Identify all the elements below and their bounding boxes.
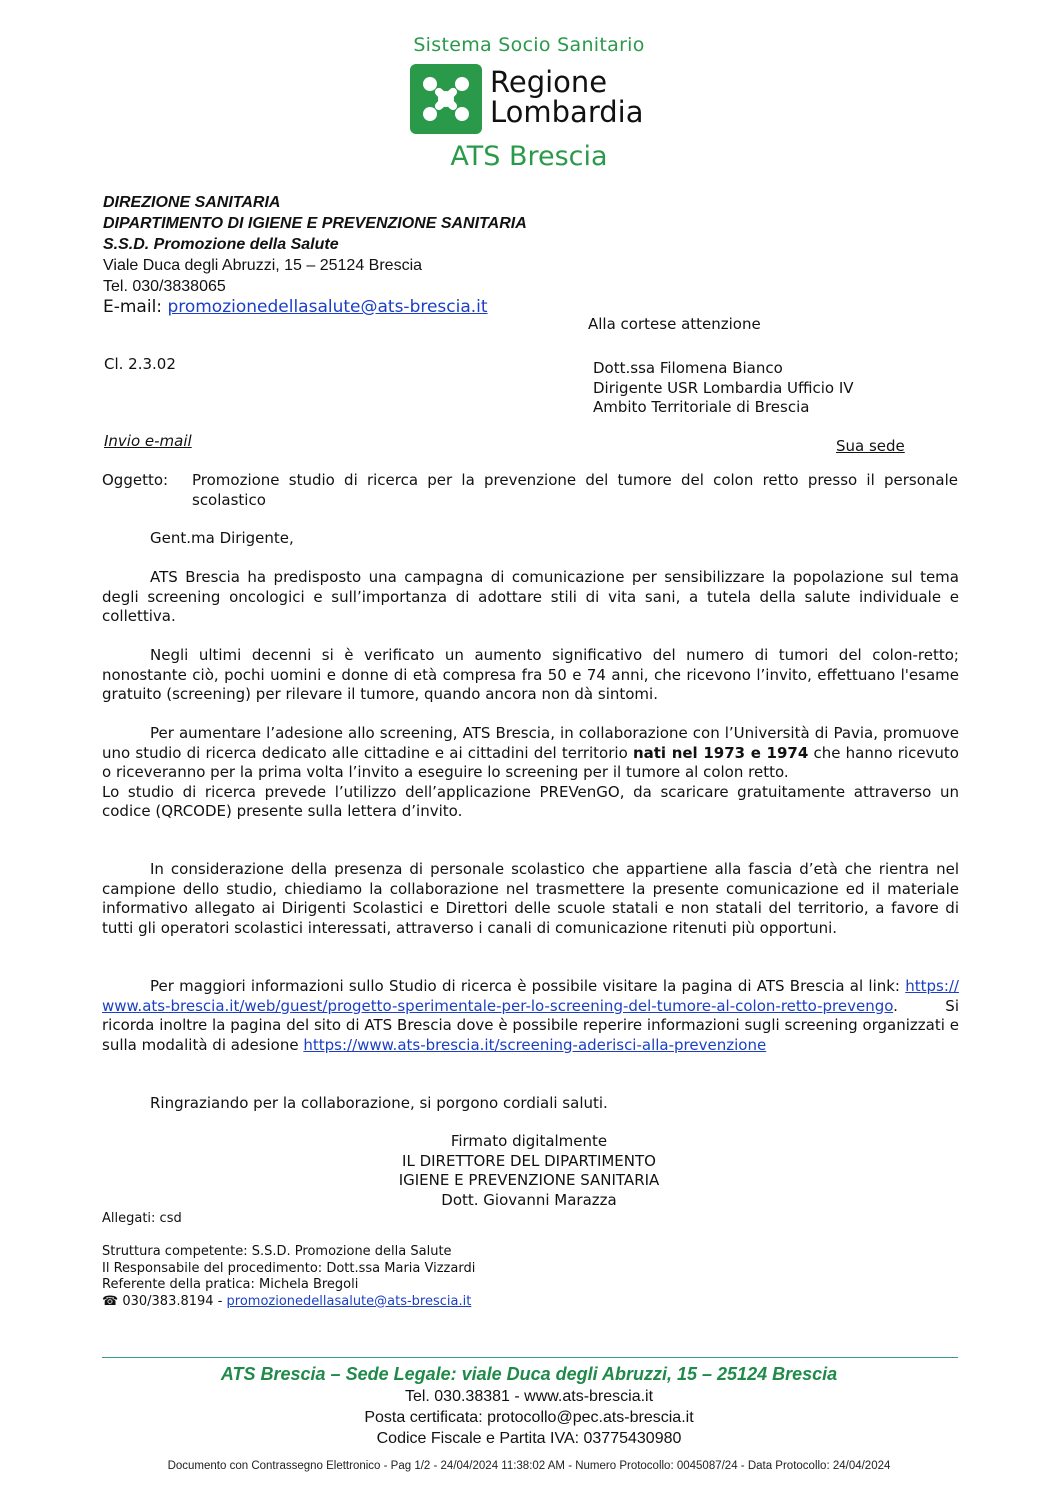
paragraph-5-part-b: . Si ricorda inoltre la pagina del sito di ATS Brescia dove è possibile reperire informazioni sugli screening organizzati e sulla modalità di adesione xyxy=(102,996,959,1054)
sender-email-link[interactable]: promozionedellasalute@ats-brescia.it xyxy=(167,297,488,317)
structure-email-link[interactable]: promozionedellasalute@ats-brescia.it xyxy=(226,1293,472,1309)
recipient-block xyxy=(593,359,854,418)
structure-contact xyxy=(102,1294,475,1311)
recipient-area: Ambito Territoriale di Brescia xyxy=(593,398,810,416)
closing-text: Ringraziando per la collaborazione, si porgono cordiali saluti. xyxy=(150,1094,608,1112)
paragraph-2 xyxy=(102,646,959,705)
paragraph-1-text: ATS Brescia ha predisposto una campagna di comunicazione per sensibilizzare la popolazione sul tema degli screening oncologici e sull’importanza di adottare stili di vita sani, a tutela della salute individuale e collettiva. xyxy=(102,568,959,625)
prevengo-project-link[interactable]: https://www.ats-brescia.it/web/guest/progetto-sperimentale-per-lo-screening-del-tumore-al-colon-retto-prevengo xyxy=(102,977,959,1015)
footer-pec: Posta certificata: protocollo@pec.ats-brescia.it xyxy=(364,1409,694,1426)
signature-line-2: IL DIRETTORE DEL DIPARTIMENTO xyxy=(402,1151,656,1170)
phone-icon: ☎ xyxy=(102,1293,119,1309)
footer-phone-web: Tel. 030.38381 - www.ats-brescia.it xyxy=(404,1388,654,1405)
footer xyxy=(0,1362,1058,1449)
recipient-role: Dirigente USR Lombardia Ufficio IV xyxy=(593,378,854,397)
signature-block xyxy=(0,1132,1058,1210)
sender-unit: S.S.D. Promozione della Salute xyxy=(103,236,339,253)
subject-text: Promozione studio di ricerca per la prevenzione del tumore del colon retto presso il personale scolastico xyxy=(192,471,958,509)
region-line-2: Lombardia xyxy=(490,95,644,129)
sender-block xyxy=(103,192,527,318)
header-sistema: Sistema Socio Sanitario xyxy=(413,34,645,56)
electronic-stamp: Documento con Contrassegno Elettronico - Pag 1/2 - 24/04/2024 11:38:02 AM - Numero Protocollo: 0045087/24 - Data Protocollo: 24/04/2024 xyxy=(167,1460,891,1472)
signature-line-1: Firmato digitalmente xyxy=(450,1132,608,1150)
paragraph-3-text xyxy=(102,724,959,783)
ats-brescia-logo-text: ATS Brescia xyxy=(450,141,608,172)
screening-adhesion-link[interactable]: https://www.ats-brescia.it/screening-aderisci-alla-prevenzione xyxy=(303,1035,767,1054)
closing xyxy=(102,1094,959,1114)
paragraph-2-text: Negli ultimi decenni si è verificato un aumento significativo del numero di tumori del colon-retto; nonostante ciò, pochi uomini e donne di età compresa fra 50 e 74 anni, che ricevono l’invito, effettuano l'esame gratuito (screening) per rilevare il tumore, quando ancora non dà sintomi. xyxy=(102,646,959,703)
paragraph-3-part-b: che hanno ricevuto o riceveranno per la prima volta l’invito a eseguire lo screening per il tumore al colon retto. xyxy=(102,743,959,781)
structure-phone: 030/383.8194 - xyxy=(118,1293,227,1309)
sender-department: DIPARTIMENTO DI IGIENE E PREVENZIONE SANITARIA xyxy=(103,215,527,232)
greeting-text: Gent.ma Dirigente, xyxy=(150,529,294,547)
region-logo-text xyxy=(490,67,643,127)
footer-fiscal-code: Codice Fiscale e Partita IVA: 03775430980 xyxy=(376,1430,682,1447)
signature-line-3: IGIENE E PREVENZIONE SANITARIA xyxy=(398,1171,660,1189)
paragraph-3-bold: nati nel 1973 e 1974 xyxy=(632,743,809,762)
paragraph-3-continuation: Lo studio di ricerca prevede l’utilizzo dell’applicazione PREVenGO, da scaricare gratuitamente attraverso un codice (QRCODE) presente sulla lettera d’invito. xyxy=(102,782,959,820)
subject-label: Oggetto: xyxy=(102,471,169,489)
structure-line-2: Il Responsabile del procedimento: Dott.ssa Maria Vizzardi xyxy=(102,1260,476,1276)
recipient-name: Dott.ssa Filomena Bianco xyxy=(593,359,783,377)
paragraph-5-text xyxy=(102,977,959,1055)
sua-sede: Sua sede xyxy=(836,437,905,455)
greeting xyxy=(102,529,959,549)
sender-address: Viale Duca degli Abruzzi, 15 – 25124 Brescia xyxy=(103,257,423,274)
delivery-method: Invio e-mail xyxy=(104,432,192,450)
footer-divider xyxy=(102,1357,958,1358)
paragraph-5-part-a: Per maggiori informazioni sullo Studio di ricerca è possibile visitare la pagina di ATS Brescia al link: xyxy=(150,977,906,995)
footer-legal-seat: ATS Brescia – Sede Legale: viale Duca degli Abruzzi, 15 – 25124 Brescia xyxy=(220,1364,838,1384)
sender-tel: Tel. 030/3838065 xyxy=(103,278,226,295)
sender-email-label: E-mail: xyxy=(103,297,168,317)
paragraph-1 xyxy=(102,568,959,627)
classification: Cl. 2.3.02 xyxy=(104,355,176,373)
attention-line: Alla cortese attenzione xyxy=(588,315,761,333)
structure-line-1: Struttura competente: S.S.D. Promozione della Salute xyxy=(102,1244,452,1259)
structure-block xyxy=(102,1244,475,1310)
paragraph-5 xyxy=(102,977,959,1055)
paragraph-4-text: In considerazione della presenza di personale scolastico che appartiene alla fascia d’età che rientra nel campione dello studio, chiediamo la collaborazione nel trasmettere la presente comunicazione ed il materiale informativo allegato ai Dirigenti Scolastici e Direttori delle scuole statali e non statali del territorio, a favore di tutti gli operatori scolastici interessati, attraverso i canali di comunicazione ritenuti più opportuni. xyxy=(102,860,959,937)
sender-direction: DIREZIONE SANITARIA xyxy=(103,194,281,211)
paragraph-4 xyxy=(102,860,959,938)
paragraph-3-part-a: Per aumentare l’adesione allo screening, ATS Brescia, in collaborazione con l’Università di Pavia, promuove uno studio di ricerca dedicato alle cittadine e ai cittadini del territorio xyxy=(102,724,959,762)
paragraph-3 xyxy=(102,724,959,822)
regione-lombardia-logo-icon xyxy=(410,64,482,134)
region-line-1: Regione xyxy=(490,65,608,99)
structure-line-3: Referente della pratica: Michela Bregoli xyxy=(102,1277,359,1292)
sender-email-row xyxy=(103,297,527,318)
signature-line-4: Dott. Giovanni Marazza xyxy=(441,1190,617,1209)
attachments: Allegati: csd xyxy=(102,1211,182,1226)
